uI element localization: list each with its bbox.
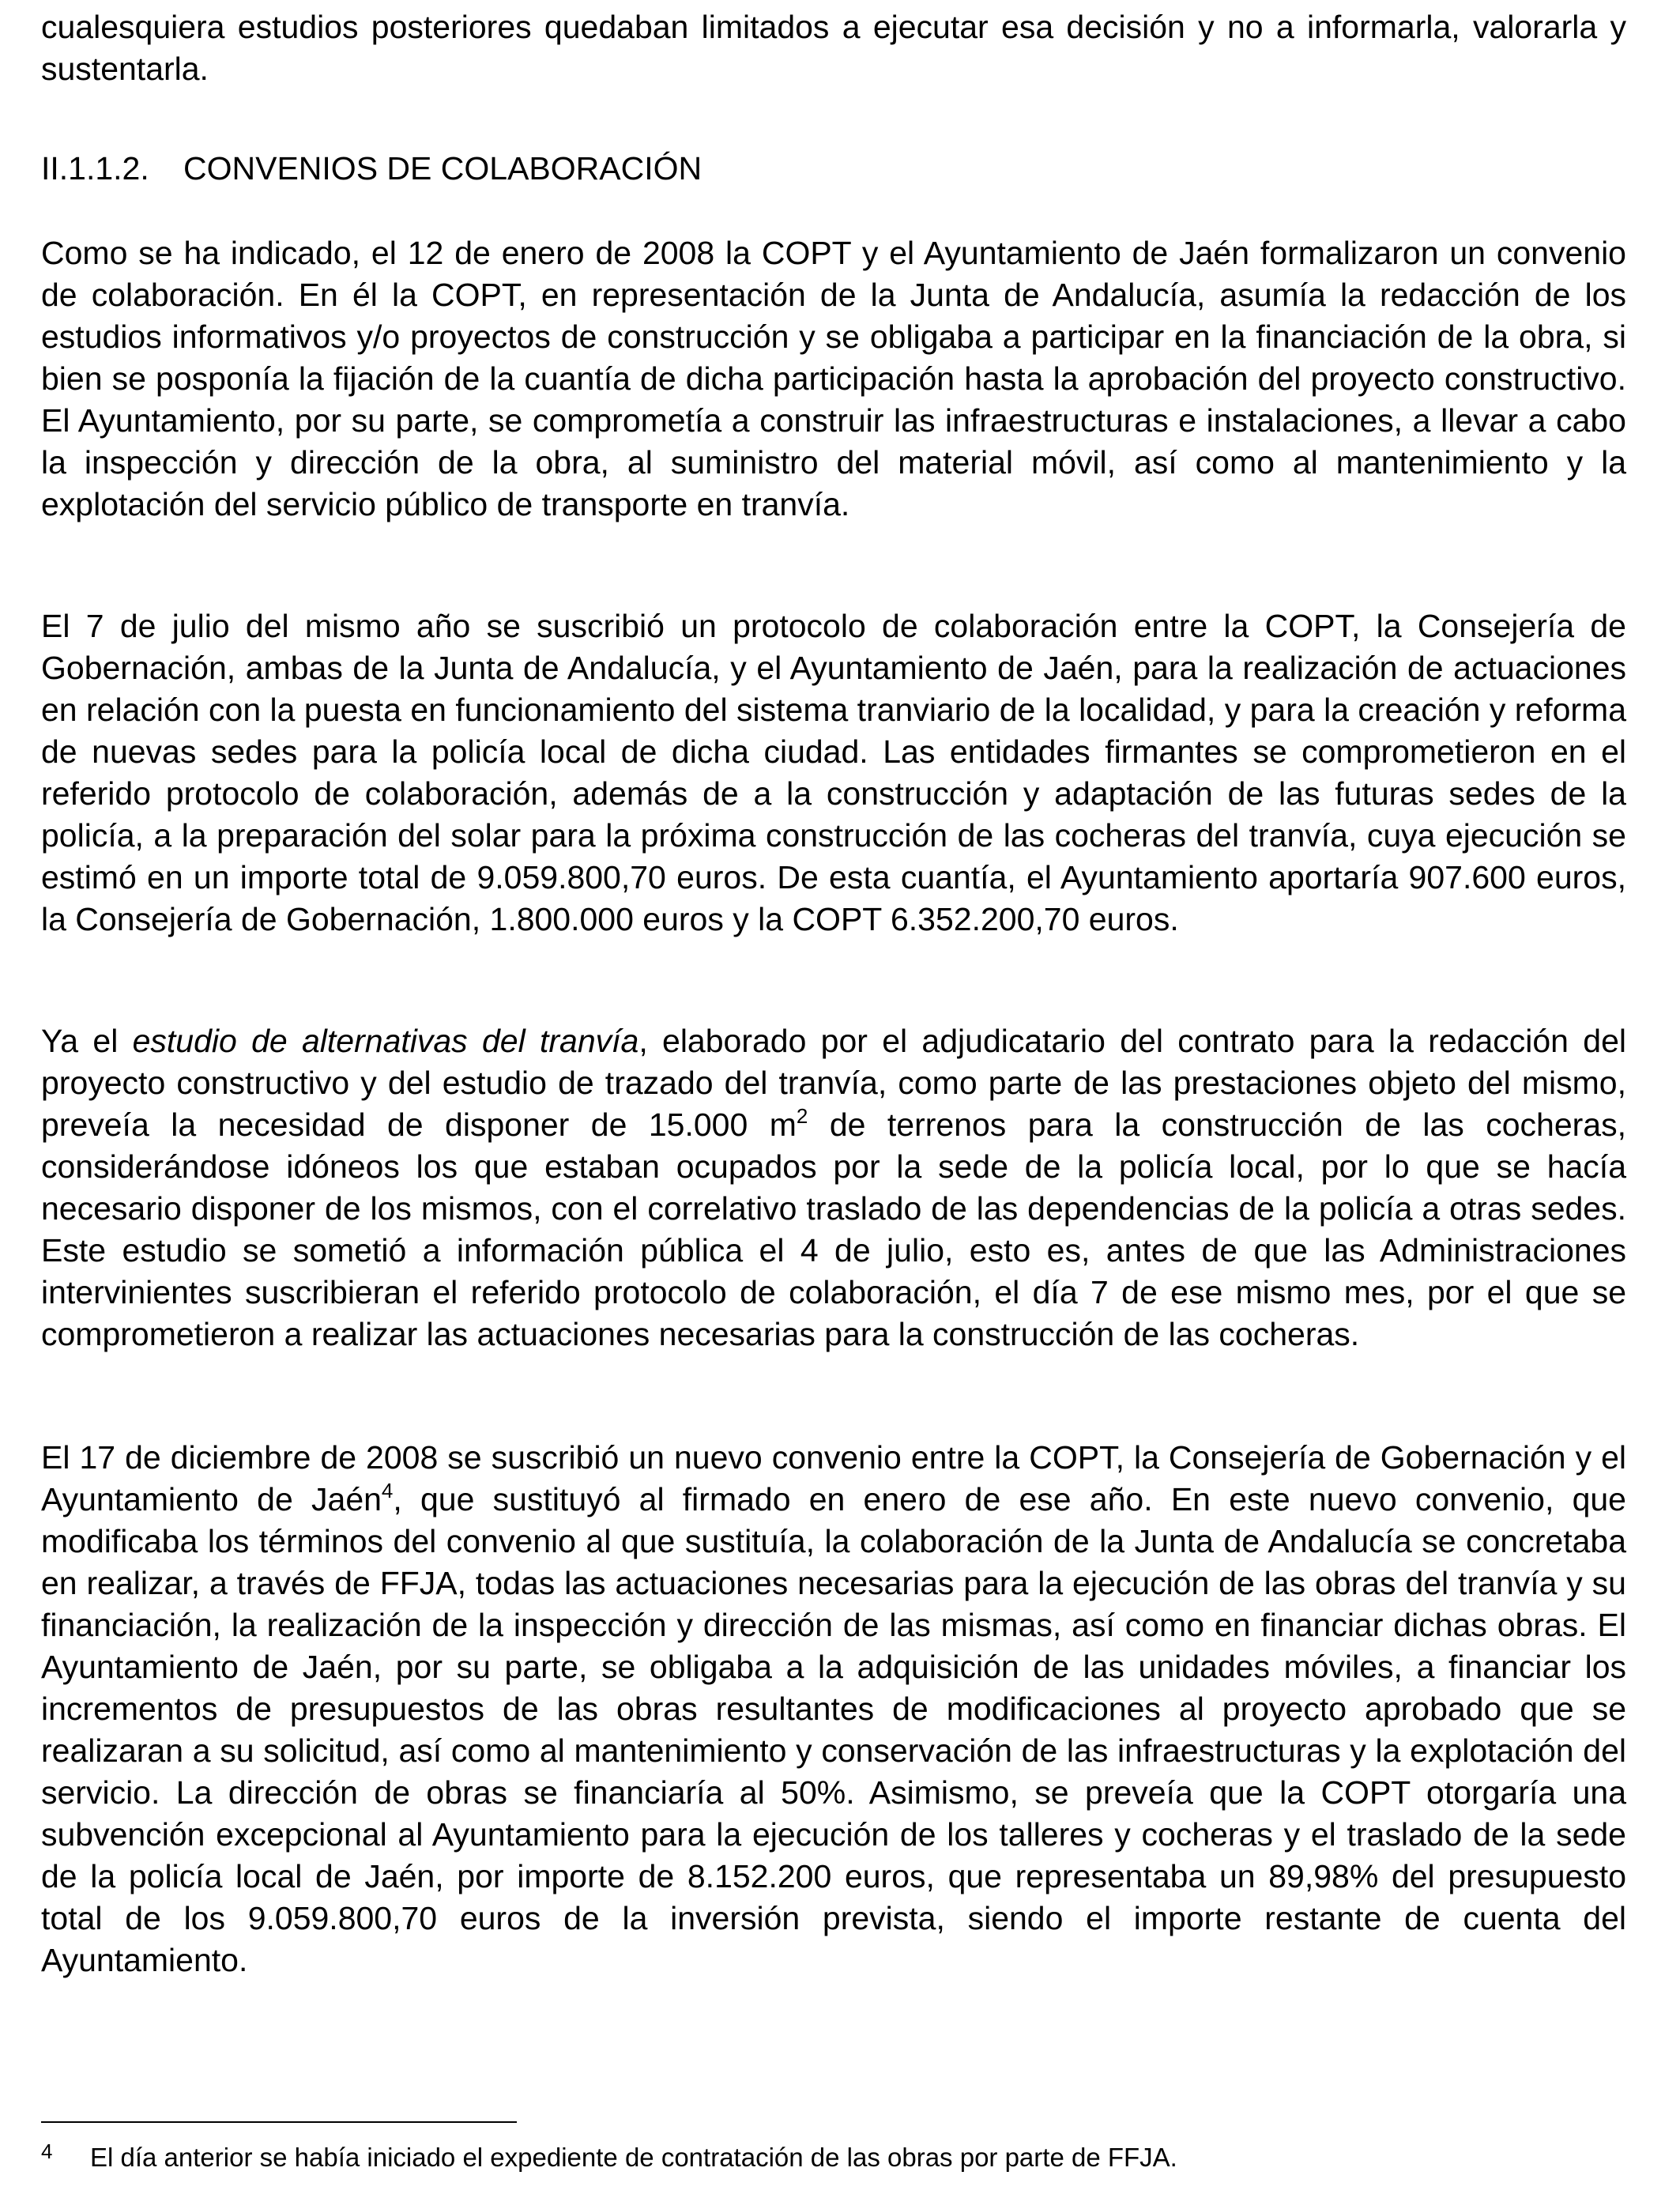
text-run: Ya el <box>41 1023 133 1059</box>
section-heading <box>41 148 702 190</box>
footnote-separator <box>41 2121 517 2123</box>
paragraph-convenio-2008: Como se ha indicado, el 12 de enero de 2008 la COPT y el Ayuntamiento de Jaén formalizaron un convenio de colaboración. En él la COPT, en representación de la Junta de Andalucía, asumía la redacción de los estudios informativos y/o proyectos de construcción y se obligaba a participar en la financiación de la obra, si bien se posponía la fijación de la cuantía de dicha participación hasta la aprobación del proyecto constructivo. El Ayuntamiento, por su parte, se comprometía a construir las infraestructuras e instalaciones, a llevar a cabo la inspección y dirección de la obra, al suministro del material móvil, así como al mantenimiento y la explotación del servicio público de transporte en tranvía. <box>41 235 1626 522</box>
section-title: CONVENIOS DE COLABORACIÓN <box>183 150 703 187</box>
text-run: , elaborado por el adjudicatario del contrato para la redacción del proyecto constructivo y del estudio de trazado del tranvía, como parte de las prestaciones objeto del mismo, preveía la necesidad de disponer de 15.000 m <box>41 1023 1626 1143</box>
italic-title: estudio de alternativas del tranvía <box>132 1023 639 1059</box>
paragraph-estudio-alternativas <box>41 1020 1626 1355</box>
superscript: 2 <box>796 1104 808 1128</box>
section-number: II.1.1.2. <box>41 150 149 187</box>
intro-paragraph: cualesquiera estudios posteriores quedaban limitados a ejecutar esa decisión y no a informarla, valorarla y sustentarla. <box>41 9 1626 87</box>
text-run: El 17 de diciembre de 2008 se suscribió un nuevo convenio entre la COPT, la Consejería de Gobernación y el Ayuntamiento de Jaén <box>41 1439 1626 1517</box>
footnote-text: El día anterior se había iniciado el expediente de contratación de las obras por parte de FFJA. <box>90 2143 1177 2172</box>
footnote <box>41 2134 1626 2175</box>
text-run: de terrenos para la construcción de las cocheras, considerándose idóneos los que estaban ocupados por la sede de la policía local, por lo que se hacía necesario disponer de los mismos, con el correlativo traslado de las dependencias de la policía a otras sedes. Este estudio se sometió a información pública el 4 de julio, esto es, antes de que las Administraciones intervinientes suscribieran el referido protocolo de colaboración, el día 7 de ese mismo mes, por el que se comprometieron a realizar las actuaciones necesarias para la construcción de las cocheras. <box>41 1106 1626 1352</box>
footnote-mark: 4 <box>41 2139 53 2163</box>
text-run: , que sustituyó al firmado en enero de ese año. En este nuevo convenio, que modificaba los términos del convenio al que sustituía, la colaboración de la Junta de Andalucía se concretaba en realizar, a través de FFJA, todas las actuaciones necesarias para la ejecución de las obras del tranvía y su financiación, la realización de la inspección y dirección de las mismas, así como en financiar dichas obras. El Ayuntamiento de Jaén, por su parte, se obligaba a la adquisición de las unidades móviles, a financiar los incrementos de presupuestos de las obras resultantes de modificaciones al proyecto aprobado que se realizaran a su solicitud, así como al mantenimiento y conservación de las infraestructuras y la explotación del servicio. La dirección de obras se financiaría al 50%. Asimismo, se preveía que la COPT otorgaría una subvención excepcional al Ayuntamiento para la ejecución de los talleres y cocheras y el traslado de la sede de la policía local de Jaén, por importe de 8.152.200 euros, que representaba un 89,98% del presupuesto total de los 9.059.800,70 euros de la inversión prevista, siendo el importe restante de cuenta del Ayuntamiento. <box>41 1481 1626 1978</box>
paragraph-protocolo-julio: El 7 de julio del mismo año se suscribió un protocolo de colaboración entre la COPT, la Consejería de Gobernación, ambas de la Junta de Andalucía, y el Ayuntamiento de Jaén, para la realización de actuaciones en relación con la puesta en funcionamiento del sistema tranviario de la localidad, y para la creación y reforma de nuevas sedes para la policía local de dicha ciudad. Las entidades firmantes se comprometieron en el referido protocolo de colaboración, además de a la construcción y adaptación de las futuras sedes de la policía, a la preparación del solar para la próxima construcción de las cocheras del tranvía, cuya ejecución se estimó en un importe total de 9.059.800,70 euros. De esta cuantía, el Ayuntamiento aportaría 907.600 euros, la Consejería de Gobernación, 1.800.000 euros y la COPT 6.352.200,70 euros. <box>41 608 1626 937</box>
paragraph-convenio-diciembre <box>41 1437 1626 1981</box>
footnote-reference: 4 <box>381 1479 394 1502</box>
